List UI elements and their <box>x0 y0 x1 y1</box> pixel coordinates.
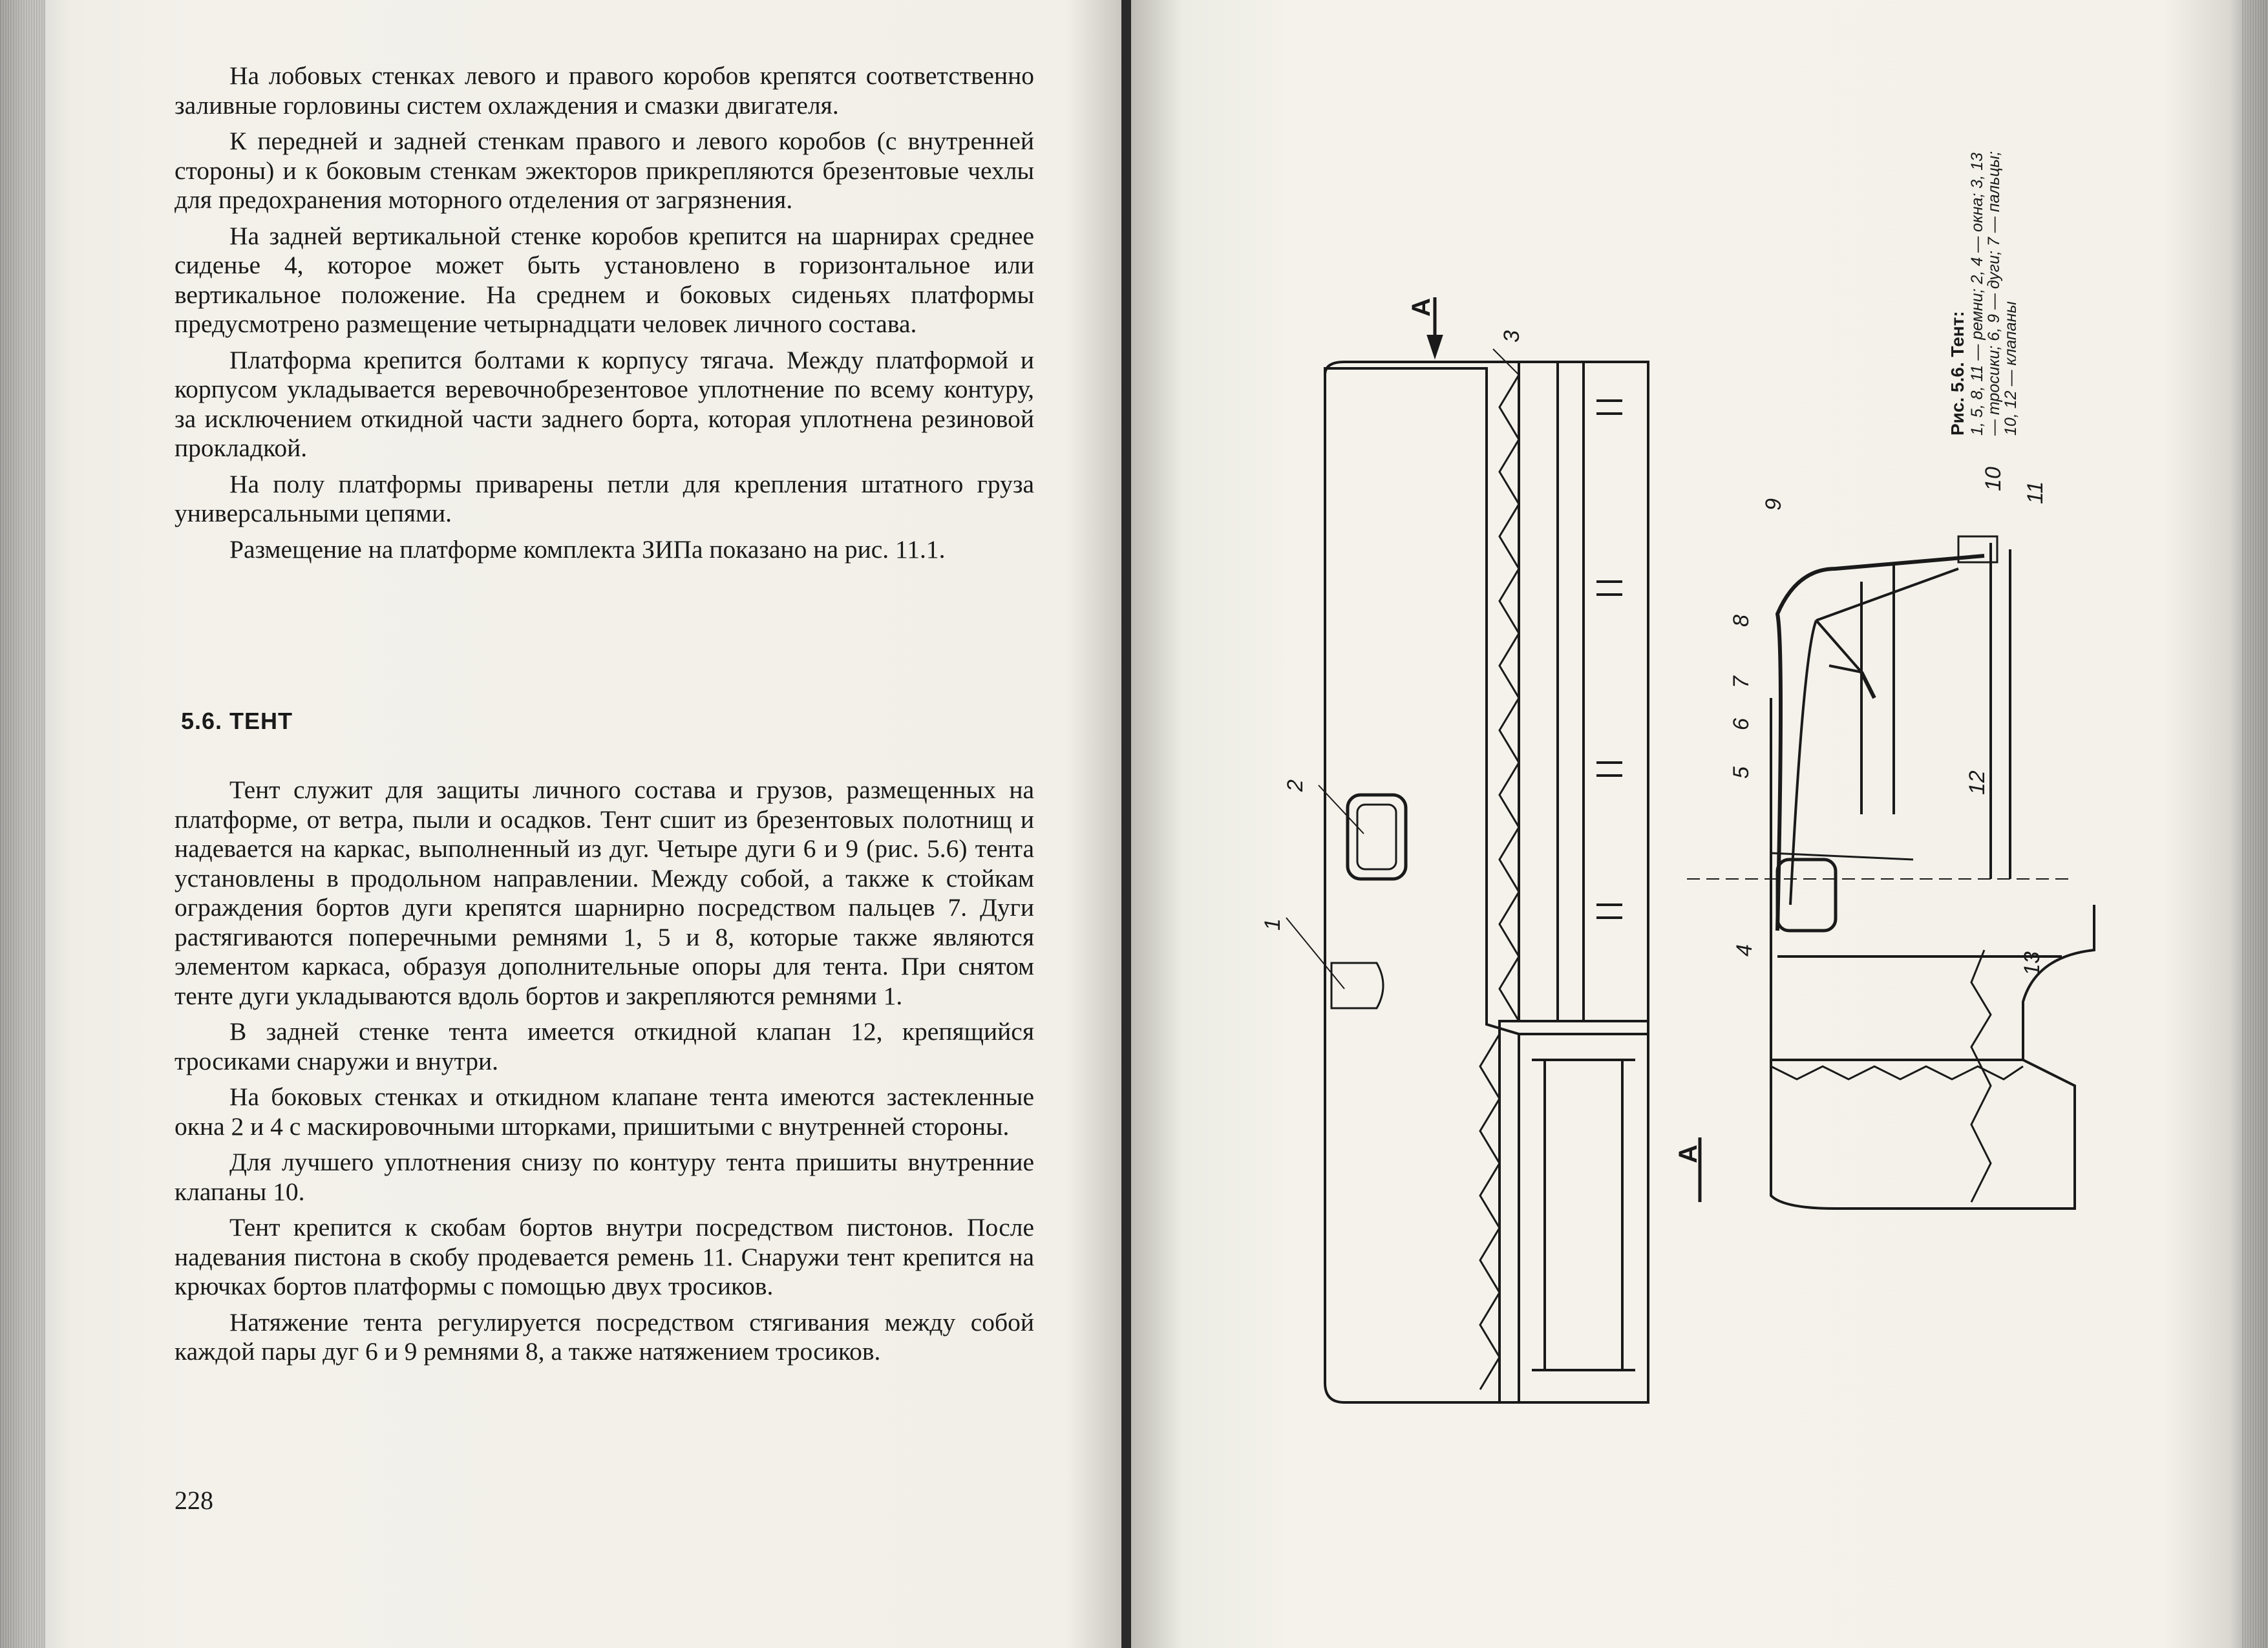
section-text-block <box>175 776 1034 1373</box>
figure-label: А <box>1674 1145 1702 1163</box>
figure-label: 5 <box>1729 766 1754 779</box>
page-edge-stack <box>0 0 45 1648</box>
paragraph: На боковых стенках и откидном клапане тента имеются застекленные окна 2 и 4 с маскировочными шторками, пришитыми с внутренней стороны. <box>175 1083 1034 1141</box>
strap-1 <box>1331 963 1383 1008</box>
figure-label: 7 <box>1729 676 1754 688</box>
figure-caption-body: 1, 5, 8, 11 — ремни; 2, 4 — окна; 3, 13 — тросики; 6, 9 — дуги; 7 — пальцы; 10, 12 — клапаны <box>1968 151 2020 436</box>
paragraph: Тент служит для защиты личного состава и грузов, размещенных на платформе, от ветра, пыли и осадков. Тент сшит из брезентовых полотнищ и надевается на каркас, выполненный из дуг. Четыре дуги 6 и 9 (рис. 5.6) тента установлены в продольном направлении. Между собой, а также к стойкам ограждения бортов дуги крепятся шарнирно посредством пальцев 7. Дуги растягиваются поперечными ремнями 1, 5 и 8, которые также являются элементом каркаса, образуя дополнительные опоры для тента. При снятом тенте дуги укладываются вдоль бортов и закрепляются ремнями 1. <box>175 776 1034 1010</box>
tent-outline <box>1325 368 1519 1402</box>
intro-text-block <box>175 61 1034 571</box>
figure-label: 1 <box>1260 918 1285 931</box>
figure-label: А <box>1407 298 1436 317</box>
figure-label: 3 <box>1500 330 1524 343</box>
bow-6 <box>1790 620 1816 905</box>
platform-lower <box>1500 1021 1648 1402</box>
side-view-outline <box>1771 698 2094 1209</box>
figure-label: 2 <box>1283 779 1308 792</box>
figure-label: 9 <box>1761 498 1786 511</box>
figure-caption-title: Рис. 5.6. Тент: <box>1947 311 1967 436</box>
rope-zigzag-lower <box>1480 1034 1500 1389</box>
section-heading: 5.6. ТЕНТ <box>181 708 293 734</box>
paragraph: На полу платформы приварены петли для крепления штатного груза универсальными цепями. <box>175 469 1034 527</box>
window-4 <box>1777 860 1836 931</box>
figure-label: 11 <box>2023 481 2048 504</box>
paragraph: Тент крепится к скобам бортов внутри посредством пистонов. После надевания пистона в скобу продевается ремень 11. Снаружи тент крепится на крючках бортов платформы с помощью двух тросиков. <box>175 1213 1034 1300</box>
paragraph: На задней вертикальной стенке коробов крепится на шарнирах среднее сиденье 4, которое может быть установлено в горизонтальное или вертикальное положение. На среднем и боковых сиденьях платформы предусмотрено размещение четырнадцати человек личного состава. <box>175 221 1034 338</box>
figure-label: 8 <box>1729 615 1754 627</box>
figure-label: 10 <box>1981 467 2006 491</box>
bow-9 <box>1777 556 1984 931</box>
rope-zigzag <box>1500 375 1519 1021</box>
figure-caption <box>1874 151 2094 472</box>
figure-label: 12 <box>1965 770 1989 795</box>
paragraph: На лобовых стенках левого и правого коробов крепятся соответственно заливные горловины систем охлаждения и смазки двигателя. <box>175 61 1034 120</box>
figure-label: 13 <box>2020 951 2044 976</box>
page-number: 228 <box>175 1486 213 1515</box>
book-gutter <box>1121 0 1131 1648</box>
paragraph: К передней и задней стенкам правого и левого коробов (с внутренней стороны) и к боковым стенкам эжекторов прикрепляются брезентовые чехлы для предохранения моторного отделения от загрязнения. <box>175 127 1034 214</box>
paragraph: Размещение на платформе комплекта ЗИПа показано на рис. 11.1. <box>229 534 946 564</box>
tent-figure <box>1131 0 2268 1648</box>
paragraph: В задней стенке тента имеется откидной клапан 12, крепящийся тросиками снаружи и внутри. <box>175 1017 1034 1075</box>
figure-label: 6 <box>1729 718 1754 730</box>
paragraph: Платформа крепится болтами к корпусу тягача. Между платформой и корпусом укладывается веревочнобрезентовое уплотнение по всему контуру, за исключением откидной части заднего борта, которая уплотнена резиновой прокладкой. <box>175 345 1034 462</box>
paragraph: Для лучшего уплотнения снизу по контуру тента пришиты внутренние клапаны 10. <box>175 1148 1034 1206</box>
figure-label: 4 <box>1732 944 1757 956</box>
left-page <box>0 0 1121 1648</box>
paragraph: Натяжение тента регулируется посредством стягивания между собой каждой пары дуг 6 и 9 ремнями 8, а также натяжением тросиков. <box>175 1307 1034 1366</box>
